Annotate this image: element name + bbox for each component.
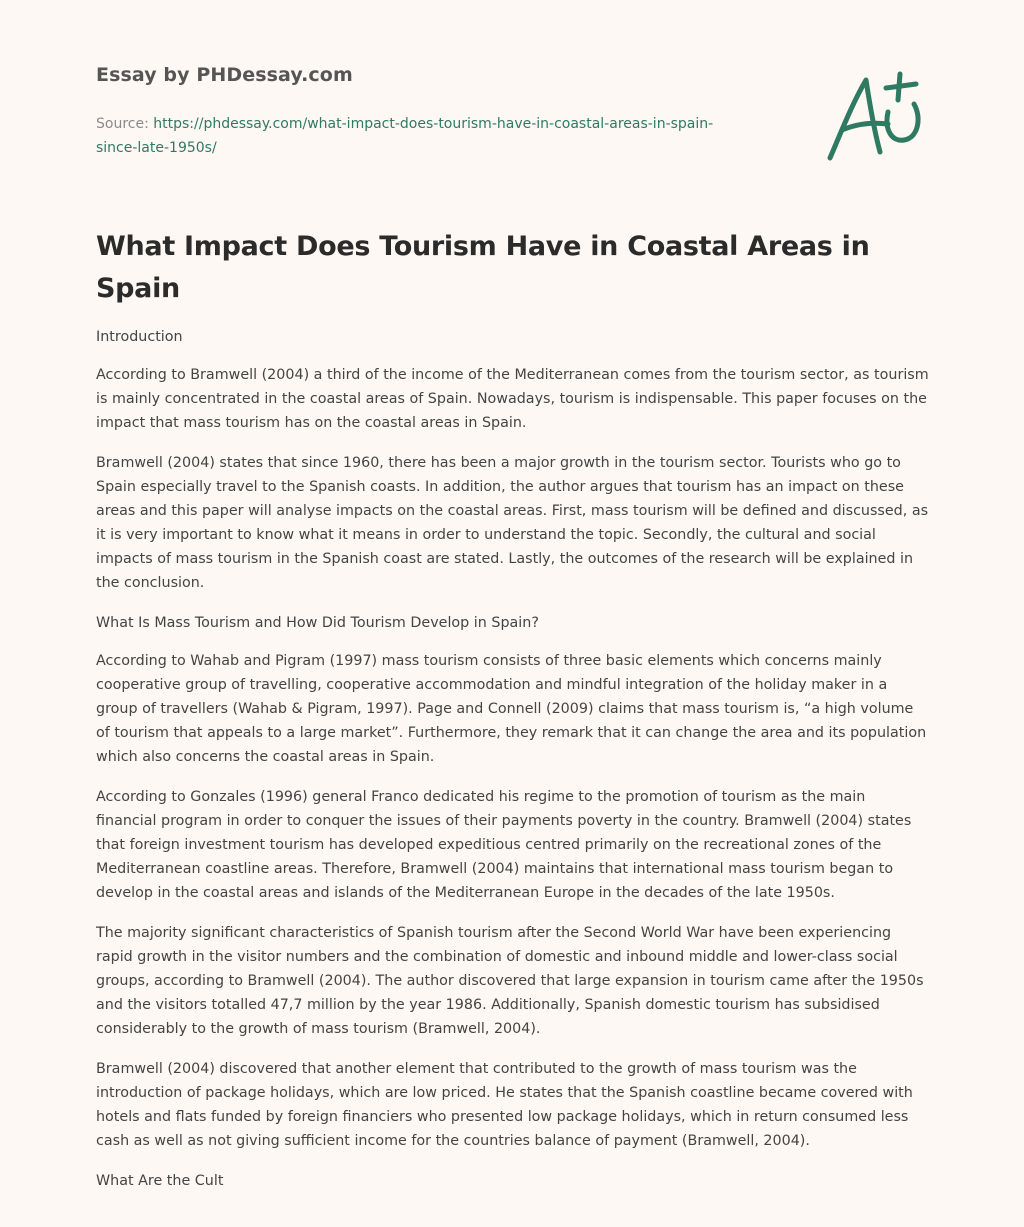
paragraph: According to Gonzales (1996) general Franco dedicated his regime to the promotion of tourism as the main financial program in order to conquer the issues of their payments poverty in the country. Bramwell (2004) states that foreign investment tourism has developed expeditious centred primarily on the recreational zones of the Mediterranean coastline areas. Therefore, Bramwell (2004) maintains that international mass tourism began to develop in the coastal areas and islands of the Mediterranean Europe in the decades of the late 1950s. bbox=[96, 789, 912, 901]
site-title: Essay by PHDessay.com bbox=[96, 64, 353, 86]
source-line bbox=[96, 112, 736, 160]
section-heading: What Is Mass Tourism and How Did Tourism Develop in Spain? bbox=[96, 615, 539, 631]
source-link[interactable]: https://phdessay.com/what-impact-does-tourism-have-in-coastal-areas-in-spain-since-late-1950s/ bbox=[96, 116, 714, 156]
paragraph: Bramwell (2004) discovered that another element that contributed to the growth of mass tourism was the introduction of package holidays, which are low priced. He states that the Spanish coastline became covered with hotels and flats funded by foreign financiers who presented low package holidays, which in return consumed less cash as well as not giving sufficient income for the countries balance of payment (Bramwell, 2004). bbox=[96, 1061, 913, 1149]
paragraph: According to Bramwell (2004) a third of the income of the Mediterranean comes from the tourism sector, as tourism is mainly concentrated in the coastal areas of Spain. Nowadays, tourism is indispensable. This paper focuses on the impact that mass tourism has on the coastal areas in Spain. bbox=[96, 367, 929, 431]
paragraph: According to Wahab and Pigram (1997) mass tourism consists of three basic elements which concerns mainly cooperative group of travelling, cooperative accommodation and mindful integration of the holiday maker in a group of travellers (Wahab & Pigram, 1997). Page and Connell (2009) claims that mass tourism is, “a high volume of tourism that appeals to a large market”. Furthermore, they remark that it can change the area and its population which also concerns the coastal areas in Spain. bbox=[96, 653, 927, 765]
paragraph: Bramwell (2004) states that since 1960, there has been a major growth in the tourism sector. Tourists who go to Spain especially travel to the Spanish coasts. In addition, the author argues that tourism has an impact on these areas and this paper will analyse impacts on the coastal areas. First, mass tourism will be defined and discussed, as it is very important to know what it means in order to understand the topic. Secondly, the cultural and social impacts of mass tourism in the Spanish coast are stated. Lastly, the outcomes of the research will be explained in the conclusion. bbox=[96, 455, 929, 591]
paragraph: The majority significant characteristics of Spanish tourism after the Second World War have been experiencing rapid growth in the visitor numbers and the combination of domestic and inbound middle and lower-class social groups, according to Bramwell (2004). The author discovered that large expansion in tourism came after the 1950s and the visitors totalled 47,7 million by the year 1986. Additionally, Spanish domestic tourism has subsidised considerably to the growth of mass tourism (Bramwell, 2004). bbox=[96, 925, 924, 1037]
article-body bbox=[96, 325, 930, 1207]
source-label: Source: bbox=[96, 116, 154, 132]
a-plus-logo-icon bbox=[826, 70, 926, 162]
section-heading: Introduction bbox=[96, 329, 183, 345]
article-title: What Impact Does Tourism Have in Coastal Areas in Spain bbox=[96, 231, 870, 304]
section-heading: What Are the Cult bbox=[96, 1173, 224, 1189]
